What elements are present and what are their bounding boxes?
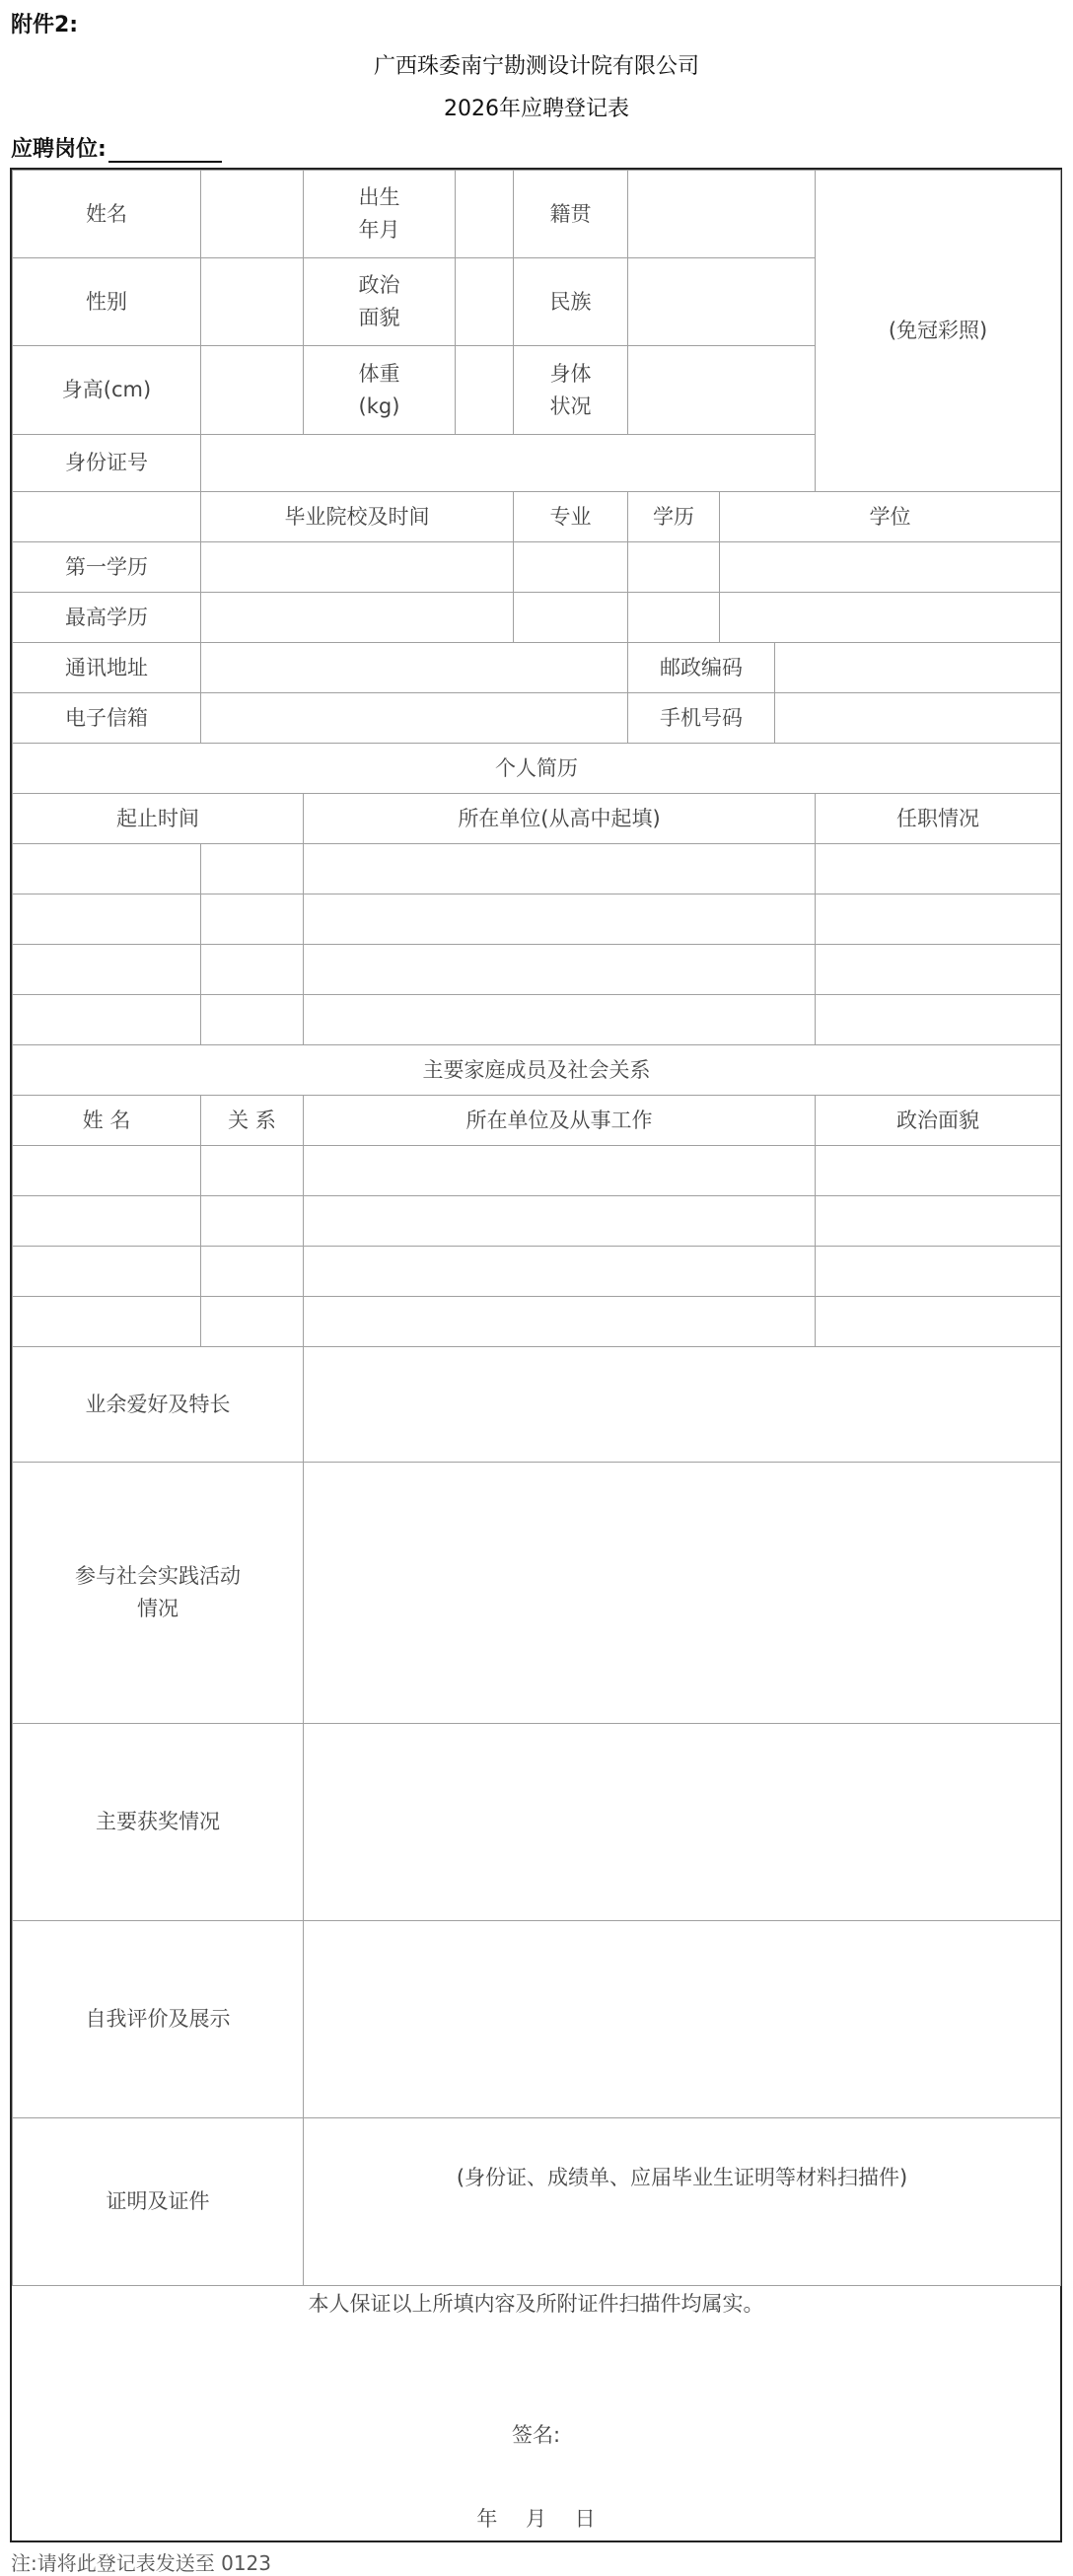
- field-name[interactable]: [201, 171, 304, 258]
- field-highest-school[interactable]: [201, 593, 514, 643]
- header-employer: 所在单位(从高中起填): [304, 794, 816, 844]
- field-awards[interactable]: [304, 1724, 1061, 1921]
- label-first-degree: 第一学历: [13, 542, 201, 593]
- field-family-name[interactable]: [13, 1196, 201, 1247]
- field-birth[interactable]: [456, 171, 514, 258]
- label-certificates: 证明及证件: [13, 2118, 304, 2286]
- resume-row: [13, 894, 1061, 945]
- certificates-hint: (身份证、成绩单、应届毕业生证明等材料扫描件): [456, 2166, 908, 2189]
- field-political[interactable]: [456, 258, 514, 346]
- field-resume-role[interactable]: [816, 844, 1061, 894]
- row-first-degree: [13, 542, 1061, 593]
- field-height[interactable]: [201, 346, 304, 435]
- row-family-title: [13, 1045, 1061, 1096]
- label-mobile: 手机号码: [628, 693, 775, 744]
- label-hobbies: 业余爱好及特长: [13, 1347, 304, 1463]
- field-resume-end[interactable]: [201, 894, 304, 945]
- label-highest-degree: 最高学历: [13, 593, 201, 643]
- field-ethnicity[interactable]: [628, 258, 816, 346]
- resume-row: [13, 945, 1061, 995]
- header-family-employer: 所在单位及从事工作: [304, 1096, 816, 1146]
- field-resume-role[interactable]: [816, 995, 1061, 1045]
- position-label: 应聘岗位:: [11, 137, 107, 162]
- field-first-degree[interactable]: [720, 542, 1061, 593]
- label-ethnicity: 民族: [514, 258, 628, 346]
- label-name: 姓名: [13, 171, 201, 258]
- field-highest-major[interactable]: [514, 593, 628, 643]
- header-family-name: 姓 名: [13, 1096, 201, 1146]
- field-resume-role[interactable]: [816, 945, 1061, 995]
- field-id-number[interactable]: [201, 435, 816, 492]
- label-height: 身高(cm): [13, 346, 201, 435]
- row-social-practice: [13, 1463, 1061, 1724]
- header-major: 专业: [514, 492, 628, 542]
- label-birth: 出生 年月: [304, 171, 456, 258]
- field-resume-start[interactable]: [13, 844, 201, 894]
- field-resume-end[interactable]: [201, 945, 304, 995]
- row-hobbies: [13, 1347, 1061, 1463]
- row-email: [13, 693, 1061, 744]
- field-family-political[interactable]: [816, 1196, 1061, 1247]
- row-self-eval: [13, 1921, 1061, 2118]
- header-family-political: 政治面貌: [816, 1096, 1061, 1146]
- row-awards: [13, 1724, 1061, 1921]
- field-hobbies[interactable]: [304, 1347, 1061, 1463]
- field-family-employer[interactable]: [304, 1146, 816, 1196]
- row-name: [13, 171, 1061, 258]
- photo-box[interactable]: (免冠彩照): [816, 171, 1061, 492]
- field-resume-start[interactable]: [13, 894, 201, 945]
- field-family-relation[interactable]: [201, 1247, 304, 1297]
- header-role: 任职情况: [816, 794, 1061, 844]
- field-email[interactable]: [201, 693, 628, 744]
- field-native-place[interactable]: [628, 171, 816, 258]
- resume-row: [13, 995, 1061, 1045]
- field-family-political[interactable]: [816, 1146, 1061, 1196]
- label-id-number: 身份证号: [13, 435, 201, 492]
- field-resume-role[interactable]: [816, 894, 1061, 945]
- field-family-relation[interactable]: [201, 1146, 304, 1196]
- field-family-political[interactable]: [816, 1247, 1061, 1297]
- family-row: [13, 1196, 1061, 1247]
- field-resume-start[interactable]: [13, 945, 201, 995]
- family-row: [13, 1297, 1061, 1347]
- label-health: 身体 状况: [514, 346, 628, 435]
- field-family-relation[interactable]: [201, 1297, 304, 1347]
- family-section-title: 主要家庭成员及社会关系: [13, 1045, 1061, 1096]
- signature-label[interactable]: 签名:: [511, 2423, 561, 2447]
- declaration-text: 本人保证以上所填内容及所附证件扫描件均属实。: [308, 2292, 764, 2316]
- label-gender: 性别: [13, 258, 201, 346]
- field-resume-start[interactable]: [13, 995, 201, 1045]
- field-first-level[interactable]: [628, 542, 720, 593]
- header-period: 起止时间: [13, 794, 304, 844]
- education-corner: [13, 492, 201, 542]
- field-first-major[interactable]: [514, 542, 628, 593]
- field-first-school[interactable]: [201, 542, 514, 593]
- label-email: 电子信箱: [13, 693, 201, 744]
- field-family-employer[interactable]: [304, 1297, 816, 1347]
- field-highest-level[interactable]: [628, 593, 720, 643]
- footer-note: 注:请将此登记表发送至 0123: [11, 2551, 271, 2575]
- field-social-practice[interactable]: [304, 1463, 1061, 1724]
- resume-section-title: 个人简历: [13, 744, 1061, 794]
- date-label[interactable]: 年 月 日: [476, 2507, 596, 2531]
- field-certificates[interactable]: [304, 2118, 1061, 2286]
- label-political: 政治 面貌: [304, 258, 456, 346]
- header-degree: 学位: [720, 492, 1061, 542]
- label-awards: 主要获奖情况: [13, 1724, 304, 1921]
- header-education-level: 学历: [628, 492, 720, 542]
- field-resume-end[interactable]: [201, 995, 304, 1045]
- resume-row: [13, 844, 1061, 894]
- position-line: [11, 132, 222, 163]
- field-resume-employer[interactable]: [304, 945, 816, 995]
- field-resume-employer[interactable]: [304, 995, 816, 1045]
- label-self-eval: 自我评价及展示: [13, 1921, 304, 2118]
- field-family-employer[interactable]: [304, 1196, 816, 1247]
- field-postcode[interactable]: [775, 643, 1061, 693]
- field-family-name[interactable]: [13, 1247, 201, 1297]
- field-highest-degree[interactable]: [720, 593, 1061, 643]
- form-title: 2026年应聘登记表: [444, 97, 629, 121]
- field-family-employer[interactable]: [304, 1247, 816, 1297]
- field-family-name[interactable]: [13, 1146, 201, 1196]
- header-family-relation: 关 系: [201, 1096, 304, 1146]
- header-school: 毕业院校及时间: [201, 492, 514, 542]
- label-weight: 体重 (kg): [304, 346, 456, 435]
- position-field[interactable]: [108, 137, 222, 163]
- field-mobile[interactable]: [775, 693, 1061, 744]
- row-certificates: [13, 2118, 1061, 2286]
- family-row: [13, 1247, 1061, 1297]
- field-family-relation[interactable]: [201, 1196, 304, 1247]
- annex-label: 附件2:: [11, 13, 79, 37]
- row-resume-header: [13, 794, 1061, 844]
- label-native-place: 籍贯: [514, 171, 628, 258]
- label-social-practice: 参与社会实践活动 情况: [13, 1463, 304, 1724]
- row-address: [13, 643, 1061, 693]
- row-highest-degree: [13, 593, 1061, 643]
- field-gender[interactable]: [201, 258, 304, 346]
- field-family-name[interactable]: [13, 1297, 201, 1347]
- row-family-header: [13, 1096, 1061, 1146]
- row-education-header: [13, 492, 1061, 542]
- field-self-eval[interactable]: [304, 1921, 1061, 2118]
- field-weight[interactable]: [456, 346, 514, 435]
- label-address: 通讯地址: [13, 643, 201, 693]
- field-resume-employer[interactable]: [304, 894, 816, 945]
- row-resume-title: [13, 744, 1061, 794]
- company-title: 广西珠委南宁勘测设计院有限公司: [373, 54, 699, 79]
- registration-table: [12, 170, 1061, 2286]
- field-address[interactable]: [201, 643, 628, 693]
- field-resume-employer[interactable]: [304, 844, 816, 894]
- family-row: [13, 1146, 1061, 1196]
- field-resume-end[interactable]: [201, 844, 304, 894]
- field-health[interactable]: [628, 346, 816, 435]
- field-family-political[interactable]: [816, 1297, 1061, 1347]
- label-postcode: 邮政编码: [628, 643, 775, 693]
